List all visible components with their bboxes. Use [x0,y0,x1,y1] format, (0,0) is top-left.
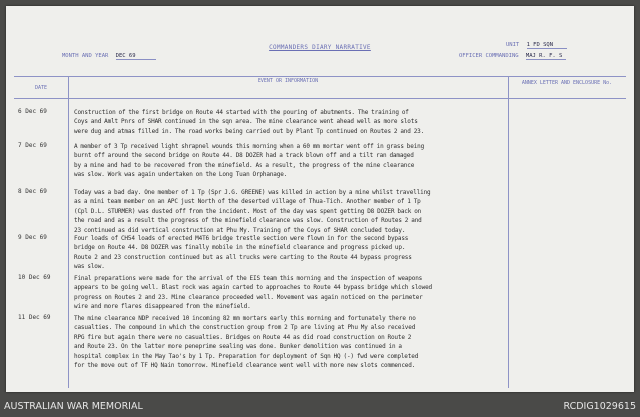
entry-date: 10 Dec 69 [18,274,51,281]
unit-label: UNIT [506,42,520,48]
footer-record-id: RCDIG1029615 [563,401,636,412]
officer-value: MAJ R. F. S [526,53,566,60]
entry-date: 9 Dec 69 [18,234,47,241]
entry-text [74,142,506,180]
table-top-rule [14,76,626,77]
entry-line: Today was a bad day. One member of 1 Tp (Spr J.G. GREENE) was killed in action by a mine whilst travelling [74,189,431,196]
entry-line: as a mini team member on an APC just North of the deserted village of Thua-Tich. Another member of 1 Tp [74,198,421,206]
entry-line: RPG fire but again there were no casualties. Bridges on Route 44 as did road construction on Route 2 [74,333,412,341]
footer [0,398,640,417]
entry-line: Coys and Amlt Pnrs of SHAR continued in the sqn area. The mine clearance went ahead well as more slots [74,118,418,126]
officer-field [459,53,566,60]
entry-line: Four loads of CH54 loads of erected M4T6 bridge trestle section were flown in for the second bypass [74,235,409,242]
month-field [62,53,156,60]
entry-line: for the move out of TF HQ Nain tomorrow. Minefield clearance went well with more new slots commenced. [74,362,416,370]
entry-text [74,108,506,136]
month-label: MONTH AND YEAR [62,53,109,59]
footer-source: AUSTRALIAN WAR MEMORIAL [4,401,143,412]
annex-column-divider [508,76,509,388]
month-value: DEC 69 [116,53,156,60]
entry-date: 11 Dec 69 [18,314,51,321]
entry-line: hospital complex in the May Tao's by 1 Tp. Preparation for deployment of Sqn HQ (-) fwd were completed [74,352,419,360]
date-column-divider [68,76,69,388]
entry-line: casualties. The compound in which the construction group from 2 Tp are living at Phu My also received [74,324,416,332]
entry-line: The mine clearance NDP received 10 incoming 82 mm mortars early this morning and fortunately there no [74,315,416,322]
entry-line: by a mine and had to be recovered from the minefield. As a result, the progress of the mine clearance [74,161,415,169]
entry-line: progress on Routes 2 and 23. Mine clearance proceeded well. Movement was again noticed on the perimeter [74,293,423,301]
entry-line: (Cpl D.L. STURMER) was dusted off from the incident. Most of the day was spent getting D8 DOZER back on [74,207,422,215]
entry-line: was slow. [74,263,105,271]
entry-line: Route 2 and 23 construction continued but as all trucks were carting to the Route 44 bypass progress [74,253,412,261]
entry-line: bridge on Route 44. D8 DOZER was finally mobile in the minefield clearance and progress picked up. [74,244,406,252]
entry-date: 6 Dec 69 [18,108,47,115]
entry-line: the road and as a result the progress of the minefield clearance was slow. Construction of Routes 2 and [74,217,422,225]
entry-text [74,314,506,370]
entry-line: and Route 23. On the latter more peneprime sealing was done. Bunker demolition was continued in a [74,343,402,351]
entry-date: 7 Dec 69 [18,142,47,149]
entry-line: Final preparations were made for the arrival of the EIS team this morning and the inspection of weapons [74,275,423,282]
entry-line: appears to be going well. Blast rock was again carted to approaches to Route 44 bypass bridge which slowed [74,284,433,292]
entry-text [74,274,506,312]
event-column-header: EVENT OR INFORMATION [257,78,319,84]
date-column-header: DATE [34,85,48,91]
entry-line: burnt off around the second bridge on Route 44. D8 DOZER had a track blown off and a tilt ran damaged [74,152,414,160]
entry-line: wire and more flares disappeared from the minefield. [74,303,251,311]
entry-line: was slow. Work was again undertaken on the Long Tuan Orphanage. [74,171,288,179]
unit-value: 1 FD SQN [527,42,567,49]
diary-page [6,6,634,392]
officer-label: OFFICER COMMANDING [459,53,519,59]
entry-text [74,188,506,235]
entry-line: were dug and atmas filled in. The road works being carried out by Plant Tp continued on Routes 2 and 23. [74,127,425,135]
page-title: COMMANDERS DIARY NARRATIVE [269,44,371,51]
entry-line: A member of 3 Tp received light shrapnel wounds this morning when a 60 mm mortar went off in grass being [74,143,425,150]
entry-text [74,234,506,272]
entry-date: 8 Dec 69 [18,188,47,195]
table-header-rule [14,98,626,99]
entry-line: 23 continued as did vertical construction at Phu My. Training of the Coys of SHAR concluded today. [74,226,406,234]
entry-line: Construction of the first bridge on Route 44 started with the pouring of abutments. The training of [74,109,409,116]
annex-column-header: ANNEX LETTER AND ENCLOSURE No. [521,80,613,86]
